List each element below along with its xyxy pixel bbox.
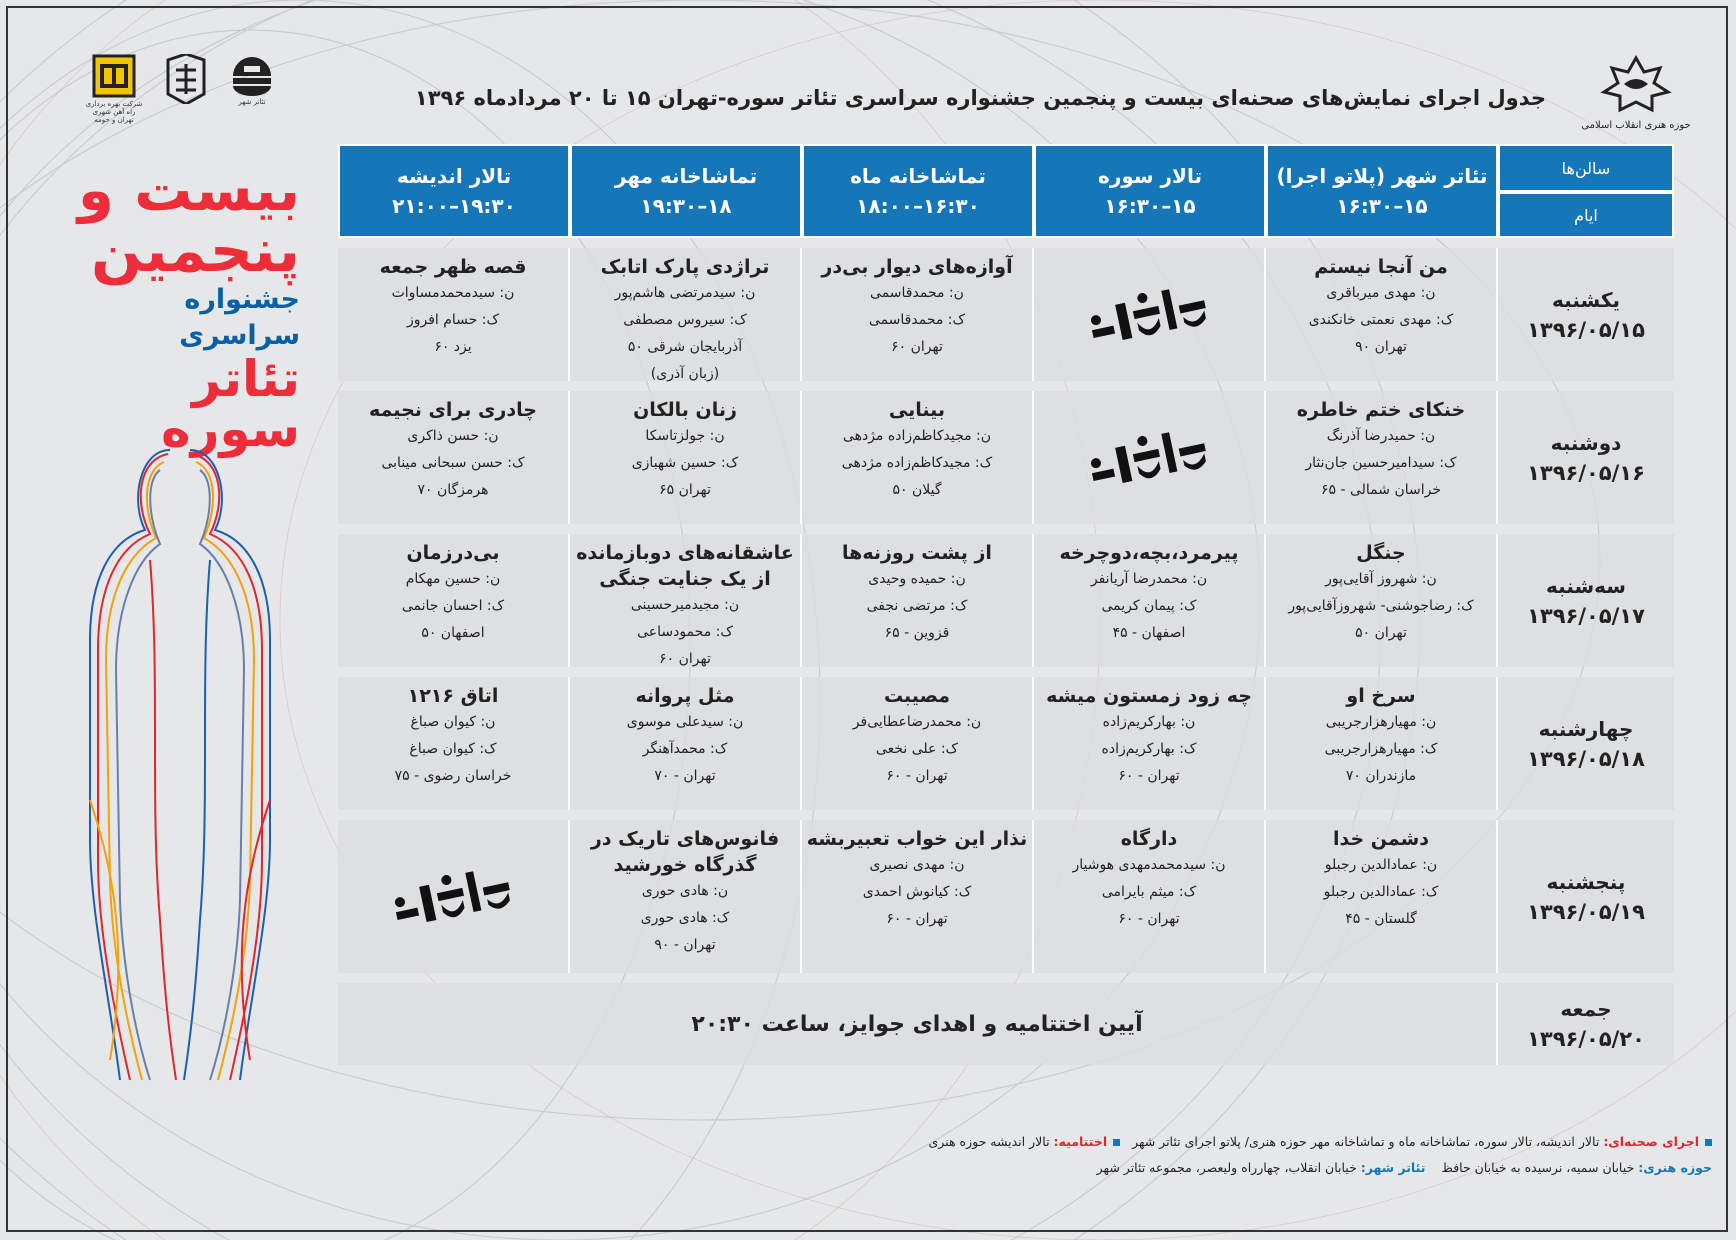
venue-header	[1034, 144, 1266, 238]
play-detail: ک: حسام افروز	[406, 312, 500, 328]
play-detail: خراسان شمالی - ۶۵	[1320, 482, 1442, 498]
play-cell	[1034, 677, 1266, 810]
footer-line-1	[12, 1134, 1712, 1149]
venue-time: ۱۵–۱۶:۳۰	[1336, 194, 1428, 218]
play-detail: ک: علی نخعی	[875, 741, 959, 757]
play-detail: ن: حسن ذاکری	[407, 428, 499, 444]
play-detail: ک: محمدآهنگر	[642, 741, 728, 757]
venue-name: تئاتر شهر (پلاتو اجرا)	[1276, 164, 1488, 188]
day-name: پنجشنبه	[1546, 869, 1626, 894]
play-detail: تهران ۶۵	[659, 482, 711, 498]
play-detail: تهران - ۹۰	[654, 937, 716, 953]
play-detail: گیلان ۵۰	[892, 482, 942, 498]
festival-title-line4: تئاتر	[192, 350, 300, 408]
play-detail: ن: مجیدکاظم‌زاده مژدهی	[842, 428, 992, 444]
play-detail: تهران ۹۰	[1355, 339, 1407, 355]
play-title: خنکای ختم خاطره	[1296, 399, 1466, 421]
footer-perf-text: تالار اندیشه، تالار سوره، تماشاخانه ماه و تماشاخانه مهر حوزه هنری/ پلاتو اجرای تئاتر شهر	[1132, 1134, 1604, 1149]
play-cell	[802, 391, 1034, 524]
play-cell	[338, 677, 570, 810]
play-detail: تهران - ۶۰	[1118, 768, 1180, 784]
day-cell	[1498, 677, 1674, 810]
play-detail: اصفهان ۵۰	[421, 625, 485, 641]
play-detail: یزد ۶۰	[434, 339, 472, 355]
play-detail: ن: حمیدرضا آذرنگ	[1326, 428, 1436, 444]
play-detail: ن: سیدمرتضی هاشم‌پور	[614, 285, 756, 301]
play-detail: ک: احسان جانمی	[401, 598, 505, 614]
play-cell	[570, 248, 802, 381]
venue-name: تالار اندیشه	[396, 164, 512, 188]
play-title: زنان بالکان	[633, 399, 737, 421]
play-detail: تهران ۶۰	[891, 339, 943, 355]
play-detail: ک: محمدقاسمی	[868, 312, 966, 328]
play-detail: ک: مهیارهزارجریبی	[1324, 741, 1438, 757]
play-cell	[570, 391, 802, 524]
play-detail: ک: پیمان کریمی	[1101, 598, 1197, 614]
play-detail: ن: مهیارهزارجریبی	[1325, 714, 1437, 730]
theater-shahr-logo	[224, 54, 280, 106]
play-cell	[1266, 534, 1498, 667]
play-title: پیرمرد،بچه،دوچرخه	[1059, 542, 1239, 564]
play-title: مصیبت	[883, 685, 951, 707]
venue-header	[338, 144, 570, 238]
sponsor-logos	[84, 54, 284, 144]
day-date: ۱۳۹۶/۰۵/۱۹	[1527, 899, 1645, 924]
play-cell	[1034, 248, 1266, 381]
play-detail: ک: میثم بایرامی	[1101, 884, 1197, 900]
play-detail: ک: حسین شهبازی	[631, 455, 739, 471]
play-cell	[338, 820, 570, 973]
footer-perf-label: اجرای صحنه‌ای:	[1603, 1134, 1699, 1149]
play-title: اتاق ۱۲۱۶	[407, 685, 499, 707]
bullet-square-icon	[1705, 1139, 1712, 1146]
play-title: تراژدی پارک اتابک	[600, 256, 770, 278]
venue-time: ۱۵–۱۶:۳۰	[1104, 194, 1196, 218]
flower-emblem-icon	[1588, 50, 1684, 116]
venue-name: تماشاخانه ماه	[850, 164, 986, 188]
play-title: چادری برای نجیمه	[369, 399, 537, 421]
play-cell	[802, 820, 1034, 973]
play-detail: ن: کیوان صباغ	[410, 714, 496, 730]
theater-soore-stamp-icon	[1078, 265, 1221, 364]
play-detail: ک: رضاجوشنی- شهروزآقایی‌پور	[1288, 598, 1474, 614]
metro-icon	[92, 54, 136, 98]
play-title: جنگل	[1356, 542, 1406, 564]
venue-time: ۱۹:۳۰–۲۱:۰۰	[392, 194, 516, 218]
play-detail: تهران - ۶۰	[886, 911, 948, 927]
festival-title-line3: جشنواره سراسری	[179, 284, 300, 351]
play-title: عاشقانه‌های دوبازمانده از یک جنایت جنگی	[576, 542, 794, 590]
play-title: مثل پروانه	[635, 685, 735, 707]
venue-header	[802, 144, 1034, 238]
play-title: آوازه‌های دیوار بی‌در	[821, 256, 1013, 278]
play-detail: خراسان رضوی - ۷۵	[394, 768, 512, 784]
day-date: ۱۳۹۶/۰۵/۲۰	[1527, 1027, 1645, 1051]
day-name: جمعه	[1560, 997, 1612, 1021]
play-detail: ن: سیدمحمدمساوات	[391, 285, 515, 301]
play-cell	[1034, 820, 1266, 973]
play-detail: تهران ۶۰	[659, 651, 711, 667]
day-name: دوشنبه	[1550, 430, 1622, 455]
footer-city-text: خیابان انقلاب، چهارراه ولیعصر، مجموعه تئاتر شهر	[1096, 1160, 1361, 1175]
metro-caption: شرکت بهره برداری راه آهن شهری تهران و حومه	[85, 100, 143, 124]
play-detail: ک: سیدامیرحسین جان‌نثار	[1305, 455, 1457, 471]
play-detail: ن: سیدمحمدمهدی هوشیار	[1072, 857, 1226, 873]
play-detail: هرمزگان ۷۰	[417, 482, 489, 498]
festival-title	[60, 156, 300, 458]
corner-days: ایام	[1498, 192, 1674, 238]
play-title: بی‌درزمان	[406, 542, 500, 564]
day-date: ۱۳۹۶/۰۵/۱۸	[1527, 746, 1645, 771]
play-detail: تهران - ۷۰	[654, 768, 716, 784]
play-cell	[1266, 391, 1498, 524]
play-detail: قزوین - ۶۵	[884, 625, 950, 641]
play-detail: ک: حسن سبحانی مینابی	[381, 455, 525, 471]
corner-halls: سالن‌ها	[1498, 144, 1674, 192]
play-detail: ک: محمودساعی	[637, 624, 733, 640]
play-cell	[1266, 248, 1498, 381]
footer-art-text: خیابان سمیه، نرسیده به خیابان حافظ	[1441, 1160, 1639, 1175]
play-cell	[1034, 391, 1266, 524]
theater-shahr-icon	[229, 54, 275, 96]
play-title: من آنجا نیستم	[1314, 256, 1448, 278]
day-date: ۱۳۹۶/۰۵/۱۶	[1527, 460, 1645, 485]
play-cell	[338, 391, 570, 524]
hozeh-honari-caption: حوزه هنری انقلاب اسلامی	[1581, 120, 1691, 131]
day-cell	[1498, 391, 1674, 524]
play-cell	[338, 248, 570, 381]
play-title: سرخ او	[1346, 685, 1416, 707]
day-name: یکشنبه	[1552, 287, 1620, 312]
play-detail: ن: محمدقاسمی	[870, 285, 964, 301]
play-detail: ک: مجیدکاظم‌زاده مژدهی	[841, 455, 993, 471]
play-detail: ک: عمادالدین رجبلو	[1323, 884, 1439, 900]
play-detail: مازندران ۷۰	[1345, 768, 1417, 784]
bullet-square-icon	[1113, 1139, 1120, 1146]
play-detail: آذربایجان شرقی ۵۰	[627, 339, 743, 355]
day-cell	[1498, 534, 1674, 667]
play-detail: ک: هادی حوری	[640, 910, 730, 926]
festival-title-line1: بیست و	[77, 156, 300, 224]
play-detail: ن: حمیده وحیدی	[868, 571, 966, 587]
footer-closing-text: تالار اندیشه حوزه هنری	[928, 1134, 1054, 1149]
play-cell	[802, 248, 1034, 381]
venue-name: تالار سوره	[1098, 164, 1202, 188]
day-cell	[1498, 983, 1674, 1065]
venue-time: ۱۸–۱۹:۳۰	[640, 194, 732, 218]
footer-line-2	[12, 1160, 1712, 1175]
play-cell	[802, 534, 1034, 667]
play-title: نذار این خواب تعبیربشه	[806, 828, 1028, 850]
play-detail: ن: سیدعلی موسوی	[626, 714, 744, 730]
play-detail: ک: مرتضی نجفی	[866, 598, 968, 614]
play-detail: اصفهان - ۴۵	[1112, 625, 1186, 641]
theater-shahr-caption: تئاتر شهر	[238, 98, 266, 106]
festival-logo	[156, 54, 216, 106]
play-cell	[1266, 677, 1498, 810]
play-cell	[570, 534, 802, 667]
festival-title-line2: پنجمین	[91, 216, 300, 286]
play-title: دارگاه	[1120, 828, 1178, 850]
play-title: بینایی	[888, 399, 946, 421]
play-detail: ن: محمدرضا آریانفر	[1090, 571, 1208, 587]
closing-ceremony-cell: آیین اختتامیه و اهدای جوایز، ساعت ۲۰:۳۰	[338, 983, 1498, 1065]
day-date: ۱۳۹۶/۰۵/۱۷	[1527, 603, 1645, 628]
play-title: قصه ظهر جمعه	[379, 256, 527, 278]
play-title: فانوس‌های تاریک در گذرگاه خورشید	[590, 828, 780, 876]
play-detail: ک: سیروس مصطفی	[623, 312, 747, 328]
footer-city-label: تئاتر شهر:	[1360, 1160, 1426, 1175]
play-detail: گلستان - ۴۵	[1345, 911, 1417, 927]
play-detail: تهران - ۶۰	[886, 768, 948, 784]
play-detail: ن: محمدرضاعطایی‌فر	[852, 714, 982, 730]
theater-soore-stamp-icon	[1078, 408, 1221, 507]
play-cell	[1034, 534, 1266, 667]
play-detail: ن: مهدی میرباقری	[1326, 285, 1436, 301]
venue-time: ۱۶:۳۰–۱۸:۰۰	[856, 194, 980, 218]
play-detail: تهران - ۶۰	[1118, 911, 1180, 927]
hozeh-honari-logo	[1576, 50, 1696, 146]
venue-header	[570, 144, 802, 238]
play-detail: ک: کیوان صباغ	[409, 741, 497, 757]
venue-header	[1266, 144, 1498, 238]
play-cell	[570, 677, 802, 810]
play-detail: ن: بهارکریم‌زاده	[1102, 714, 1196, 730]
footer-closing-label: اختتامیه:	[1053, 1134, 1108, 1149]
metro-logo	[84, 54, 144, 124]
day-cell	[1498, 820, 1674, 973]
play-detail: ن: هادی حوری	[641, 883, 729, 899]
play-detail: ک: مهدی نعمتی خانکندی	[1308, 312, 1454, 328]
page-title: جدول اجرای نمایش‌های صحنه‌ای بیست و پنجمین جشنواره سراسری تئاتر سوره-تهران ۱۵ تا ۲۰ مردادماه ۱۳۹۶	[414, 86, 1546, 110]
play-detail: ک: کیانوش احمدی	[862, 884, 972, 900]
play-detail: ن: جولزتاسکا	[645, 428, 725, 444]
play-cell	[1266, 820, 1498, 973]
footer-art-label: حوزه هنری:	[1638, 1160, 1712, 1175]
festival-title-line5: سوره	[161, 400, 300, 458]
play-detail: ن: مهدی نصیری	[869, 857, 965, 873]
play-cell	[338, 534, 570, 667]
human-figure-illustration	[50, 440, 310, 1090]
play-detail: ن: مجیدمیرحسینی	[630, 597, 740, 613]
play-title: چه زود زمستون میشه	[1046, 685, 1252, 707]
play-cell	[570, 820, 802, 973]
festival-mark-icon	[162, 54, 210, 104]
day-name: چهارشنبه	[1538, 716, 1634, 741]
play-detail: ن: عمادالدین رجبلو	[1324, 857, 1438, 873]
day-date: ۱۳۹۶/۰۵/۱۵	[1527, 317, 1645, 342]
play-cell	[802, 677, 1034, 810]
play-detail: ن: شهروز آقایی‌پور	[1325, 571, 1437, 587]
play-title: دشمن خدا	[1332, 828, 1430, 850]
play-detail: ک: بهارکریم‌زاده	[1101, 741, 1197, 757]
day-cell	[1498, 248, 1674, 381]
day-name: سه‌شنبه	[1546, 573, 1626, 598]
play-detail: ن: حسین مهکام	[405, 571, 501, 587]
play-title: از پشت روزنه‌ها	[842, 542, 992, 564]
venue-name: تماشاخانه مهر	[614, 164, 758, 188]
play-detail: (زبان آذری)	[650, 366, 720, 382]
schedule-table	[338, 144, 1674, 1100]
play-detail: تهران ۵۰	[1355, 625, 1407, 641]
theater-soore-stamp-icon	[382, 847, 525, 946]
